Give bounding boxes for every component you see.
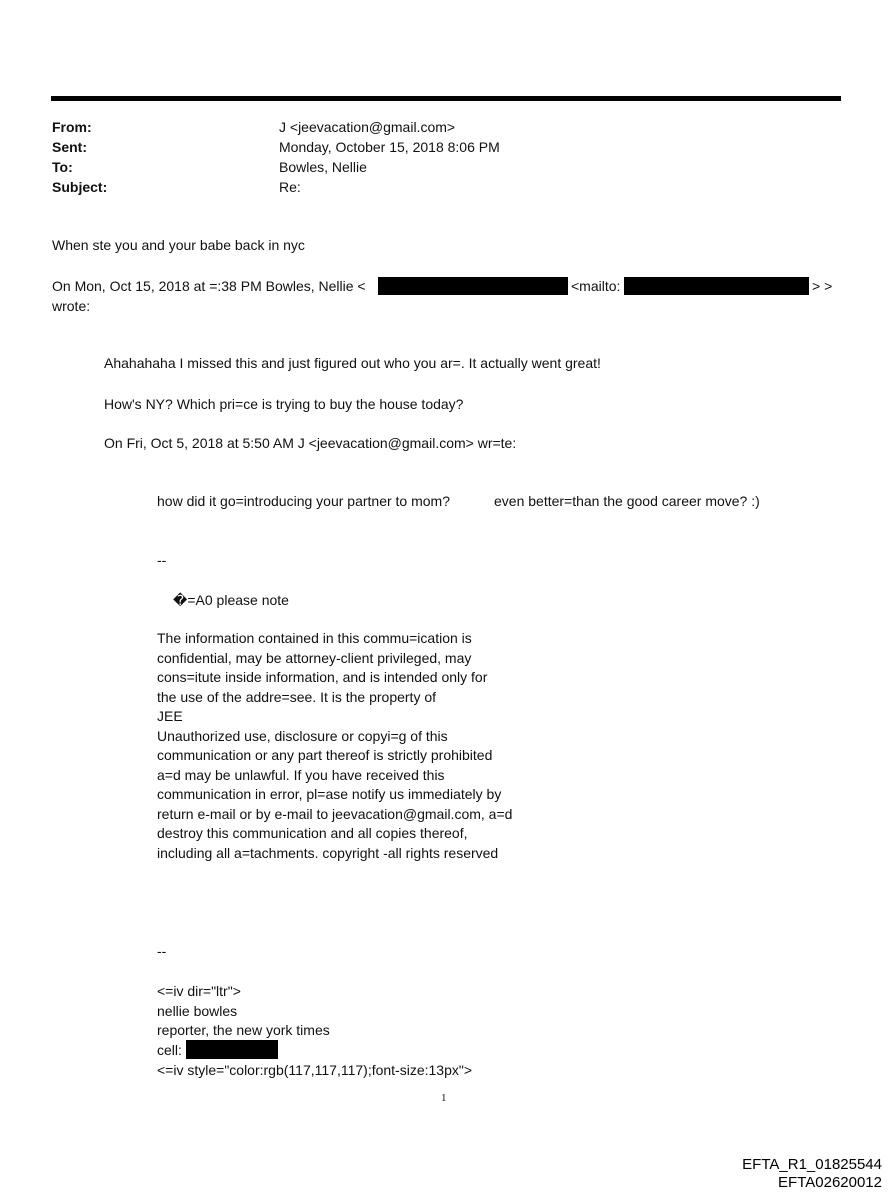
redaction-email-2 <box>624 277 809 295</box>
sent-value: Monday, October 15, 2018 8:06 PM <box>279 139 500 155</box>
disclaimer-line: destroy this communication and all copies thereof, <box>157 825 468 841</box>
disclaimer-line: communication or any part thereof is strictly prohibited <box>157 747 493 763</box>
disclaimer-line: JEE <box>157 708 183 724</box>
disclaimer-line: confidential, may be attorney-client privileged, may <box>157 649 472 666</box>
reply-text: When ste you and your babe back in nyc <box>52 237 305 253</box>
redaction-cell <box>186 1040 278 1059</box>
quote1-wrote: wrote: <box>52 298 91 314</box>
page-number: 1 <box>441 1092 447 1104</box>
disclaimer-line: Unauthorized use, disclosure or copyi=g of this <box>157 727 448 744</box>
from-value: J <jeevacation@gmail.com> <box>279 119 456 135</box>
disclaimer <box>157 629 512 863</box>
signature-line: <=iv dir="ltr"> <box>157 983 241 999</box>
signature-dashes-2: -- <box>157 943 167 959</box>
quote2-header: On Fri, Oct 5, 2018 at 5:50 AM J <jeevacation@gmail.com> wr=te: <box>104 435 517 451</box>
disclaimer-line: cons=itute inside information, and is intended only for <box>157 669 488 685</box>
signature-block <box>157 982 330 1041</box>
sent-label: Sent: <box>52 139 87 155</box>
disclaimer-line: communication in error, pl=ase notify us immediately by <box>157 786 502 802</box>
quote1-suffix: > > <box>812 278 833 294</box>
to-label: To: <box>52 159 73 175</box>
disclaimer-line: including all a=tachments. copyright -all rights reserved <box>157 844 499 861</box>
disclaimer-line: return e-mail or by e-mail to jeevacation@gmail.com, a=d <box>157 805 513 822</box>
signature-line: nellie bowles <box>157 1002 238 1019</box>
cell-label: cell: <box>157 1042 182 1058</box>
signature-line: reporter, the new york times <box>157 1022 330 1038</box>
subject-value: Re: <box>279 179 301 195</box>
footer-id-1: EFTA_R1_01825544 <box>742 1156 882 1173</box>
footer-id-2: EFTA02620012 <box>778 1174 882 1191</box>
disclaimer-line: a=d may be unlawful. If you have received this <box>157 766 445 783</box>
subject-label: Subject: <box>52 179 108 195</box>
to-value: Bowles, Nellie <box>279 159 367 175</box>
redaction-email-1 <box>378 277 568 295</box>
nellie-line-2: How's NY? Which pri=ce is trying to buy the house today? <box>104 396 464 412</box>
nellie-line-1: Ahahahaha I missed this and just figured out who you ar=. It actually went great! <box>104 355 601 371</box>
quote1-mailto: <mailto: <box>571 278 621 294</box>
j-message-part-1: how did it go=introducing your partner to mom? <box>157 493 450 509</box>
signature-last-line: <=iv style="color:rgb(117,117,117);font-size:13px"> <box>157 1062 473 1078</box>
header-rule <box>51 96 841 101</box>
from-label: From: <box>52 119 92 135</box>
disclaimer-line: the use of the addre=see. It is the property of <box>157 688 437 705</box>
signature-dashes-1: -- <box>157 552 167 568</box>
j-message-part-2: even better=than the good career move? :) <box>494 493 760 509</box>
quote1-prefix: On Mon, Oct 15, 2018 at =:38 PM Bowles, Nellie < <box>52 278 366 294</box>
disclaimer-line: The information contained in this commu=ication is <box>157 630 472 646</box>
please-note: �=A0 please note <box>173 592 289 608</box>
